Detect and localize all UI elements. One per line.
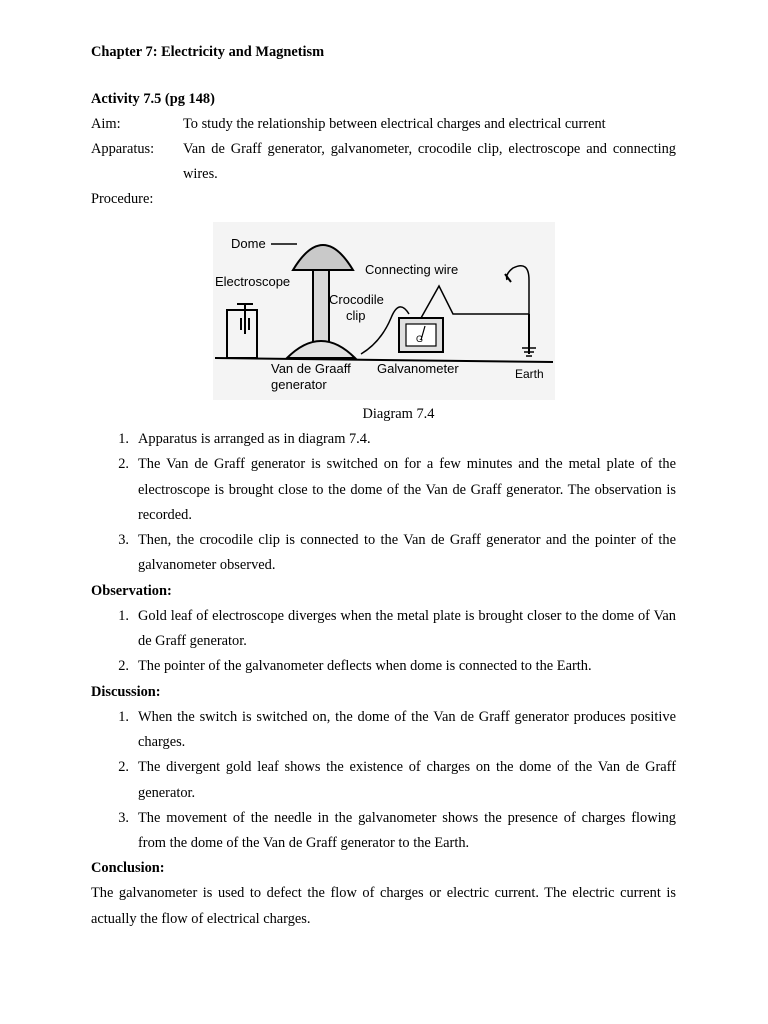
list-item (91, 427, 676, 452)
conclusion-text: The galvanometer is used to defect the flow of charges or electric current. The electric current is actually the flow of electrical charges. (91, 885, 676, 927)
activity-title: Activity 7.5 (pg 148) (91, 91, 215, 107)
diagram-caption: Diagram 7.4 (362, 406, 435, 422)
conclusion-heading: Conclusion: (91, 860, 165, 877)
aim-row (91, 112, 676, 137)
aim-text: To study the relationship between electrical charges and electrical current (183, 116, 606, 132)
list-number: 3. (118, 532, 129, 549)
van-de-graaff-diagram (213, 222, 555, 400)
label-galvanometer: Galvanometer (377, 361, 459, 376)
list-number: 2. (118, 759, 129, 776)
list-item (91, 604, 676, 655)
aim-label: Aim: (91, 116, 121, 132)
list-text: Apparatus is arranged as in diagram 7.4. (138, 431, 371, 447)
procedure-list (91, 427, 676, 579)
apparatus-text: Van de Graff generator, galvanometer, crocodile clip, electroscope and connecting wires. (183, 141, 676, 182)
apparatus-row (91, 137, 676, 187)
list-text: Then, the crocodile clip is connected to the Van de Graff generator and the pointer of the galvanometer observed. (138, 532, 676, 574)
list-number: 1. (118, 607, 129, 624)
list-text: The pointer of the galvanometer deflects when dome is connected to the Earth. (138, 658, 592, 675)
chapter-title: Chapter 7: Electricity and Magnetism (91, 44, 325, 60)
list-item (91, 806, 676, 857)
list-item (91, 654, 676, 679)
list-number: 1. (118, 431, 129, 447)
apparatus-label: Apparatus: (91, 141, 155, 157)
list-text: The movement of the needle in the galvanometer shows the presence of charges flowing from the dome of the Van de Graff generator to the Earth. (138, 809, 676, 852)
observation-heading: Observation: (91, 582, 172, 599)
generator-column-icon (313, 270, 329, 350)
list-number: 2. (118, 658, 129, 675)
label-electroscope: Electroscope (215, 274, 291, 289)
label-vdg-line2: generator (271, 377, 327, 392)
label-connecting-wire: Connecting wire (365, 262, 459, 277)
list-item (91, 705, 676, 756)
list-number: 1. (118, 708, 129, 725)
label-earth: Earth (515, 367, 544, 381)
diagram-figure (91, 220, 676, 400)
label-vdg-line1: Van de Graaff (271, 361, 351, 376)
list-text: Gold leaf of electroscope diverges when the metal plate is brought closer to the dome of Van de Graff generator. (138, 607, 676, 650)
discussion-heading: Discussion: (91, 683, 161, 700)
discussion-list (91, 705, 676, 857)
list-number: 2. (118, 456, 129, 473)
label-g: G (416, 334, 424, 344)
list-text: The divergent gold leaf shows the existence of charges on the dome of the Van de Graff generator. (138, 759, 676, 801)
observation-list (91, 604, 676, 680)
list-text: The Van de Graff generator is switched on for a few minutes and the metal plate of the electroscope is brought close to the dome of the Van de Graff generator. The observation is recorded. (138, 456, 676, 523)
list-number: 3. (118, 809, 129, 826)
procedure-label: Procedure: (91, 191, 154, 207)
list-item (91, 755, 676, 806)
label-dome: Dome (231, 236, 266, 251)
list-text: When the switch is switched on, the dome of the Van de Graff generator produces positive charges. (138, 708, 676, 750)
label-crocodile: Crocodile (329, 292, 384, 307)
list-item (91, 528, 676, 579)
label-clip: clip (346, 308, 366, 323)
document-page (91, 40, 676, 932)
list-item (91, 452, 676, 528)
